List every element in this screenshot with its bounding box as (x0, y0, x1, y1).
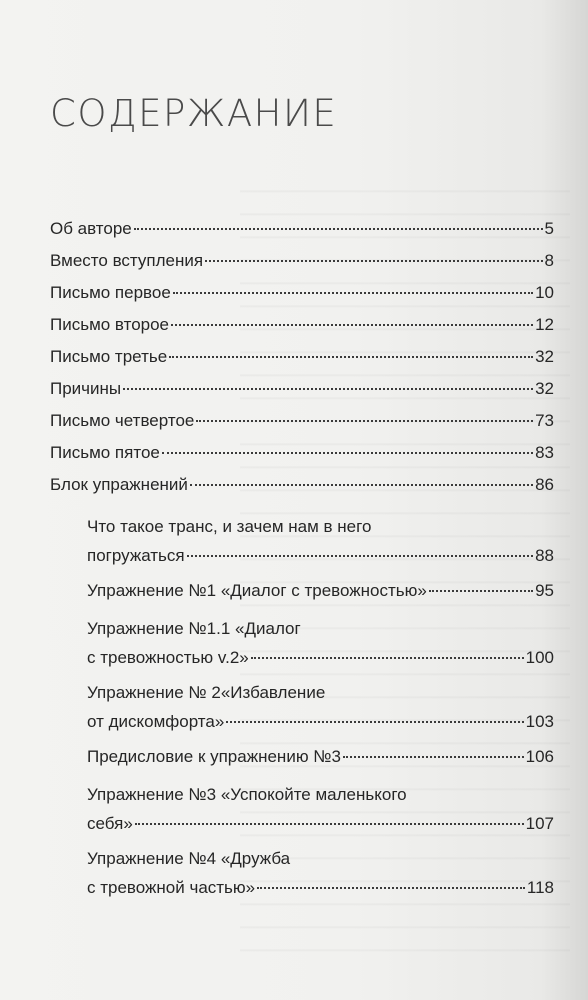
toc-subentry-label-line2: с тревожностью v.2» (87, 648, 249, 667)
toc-entry-label: Блок упражнений (50, 475, 188, 494)
toc-subentry-page: 107 (525, 814, 554, 833)
toc-entry-label: Об авторе (50, 219, 132, 238)
toc-subentry-label-line2: от дискомфорта» (87, 712, 225, 731)
toc-entry-page: 12 (535, 315, 554, 334)
table-of-contents (50, 214, 554, 908)
toc-entry-page: 32 (535, 379, 554, 398)
toc-entry (50, 342, 554, 374)
toc-entry-page: 83 (535, 443, 554, 462)
toc-subentry-page: 95 (535, 581, 554, 600)
toc-entry (50, 438, 554, 470)
toc-entry (50, 278, 554, 310)
toc-subentry-page: 88 (535, 546, 554, 565)
toc-entry (50, 470, 554, 502)
toc-subentry (87, 512, 554, 576)
dot-leader (171, 323, 533, 326)
toc-entry-page: 10 (535, 283, 554, 302)
toc-subentry-label-line1: Упражнение № 2«Избавление (87, 683, 326, 702)
toc-subentry-label-line1: Что такое транс, и зачем нам в него (87, 517, 372, 536)
dot-leader (169, 355, 533, 358)
toc-entry (50, 406, 554, 438)
dot-leader (190, 483, 533, 486)
toc-subentry (87, 742, 554, 780)
toc-subentry-page: 106 (525, 747, 554, 766)
dot-leader (123, 387, 533, 390)
toc-entry-page: 32 (535, 347, 554, 366)
toc-entry-label: Письмо третье (50, 347, 168, 366)
dot-leader (257, 886, 525, 889)
toc-entry-page: 73 (535, 411, 554, 430)
toc-subentry (87, 780, 554, 844)
toc-subentry-label-line1: Упражнение №3 «Успокойте маленького (87, 785, 407, 804)
dot-leader (205, 259, 542, 262)
toc-subentry-label-line2: погружаться (87, 546, 185, 565)
toc-subentry (87, 844, 554, 908)
toc-subentry-page: 100 (525, 648, 554, 667)
page-title: СОДЕРЖАНИЕ (50, 92, 338, 135)
toc-subentry-label-line2: себя» (87, 814, 133, 833)
toc-subentry-page: 103 (525, 712, 554, 731)
toc-entry-label: Письмо второе (50, 315, 170, 334)
toc-subentry-label: Упражнение №1 «Диалог с тревожностью» (87, 581, 427, 600)
dot-leader (134, 227, 543, 230)
dot-leader (429, 589, 533, 592)
toc-entry-label: Письмо первое (50, 283, 171, 302)
dot-leader (173, 291, 533, 294)
dot-leader (196, 419, 533, 422)
toc-entry-label: Письмо четвертое (50, 411, 195, 430)
dot-leader (162, 451, 533, 454)
toc-entry (50, 310, 554, 342)
toc-subentry-page: 118 (526, 878, 554, 897)
toc-entry-page: 86 (535, 475, 554, 494)
toc-entry-label: Причины (50, 379, 122, 398)
toc-subentry (87, 576, 554, 614)
toc-entry (50, 374, 554, 406)
toc-entry (50, 214, 554, 246)
toc-entry-label: Вместо вступления (50, 251, 204, 270)
dot-leader (343, 755, 524, 758)
toc-subentry (87, 614, 554, 678)
toc-entry (50, 246, 554, 278)
toc-subentry-label-line1: Упражнение №4 «Дружба (87, 849, 291, 868)
toc-subentry-label: Предисловие к упражнению №3 (87, 747, 341, 766)
toc-subentry-label-line2: с тревожной частью» (87, 878, 256, 897)
dot-leader (187, 554, 533, 557)
toc-entry-page: 8 (544, 251, 554, 270)
toc-subentry (87, 678, 554, 742)
dot-leader (226, 720, 523, 723)
dot-leader (135, 822, 524, 825)
toc-subentry-label-line1: Упражнение №1.1 «Диалог (87, 619, 301, 638)
dot-leader (251, 656, 524, 659)
toc-entry-page: 5 (544, 219, 554, 238)
toc-entry-label: Письмо пятое (50, 443, 160, 462)
